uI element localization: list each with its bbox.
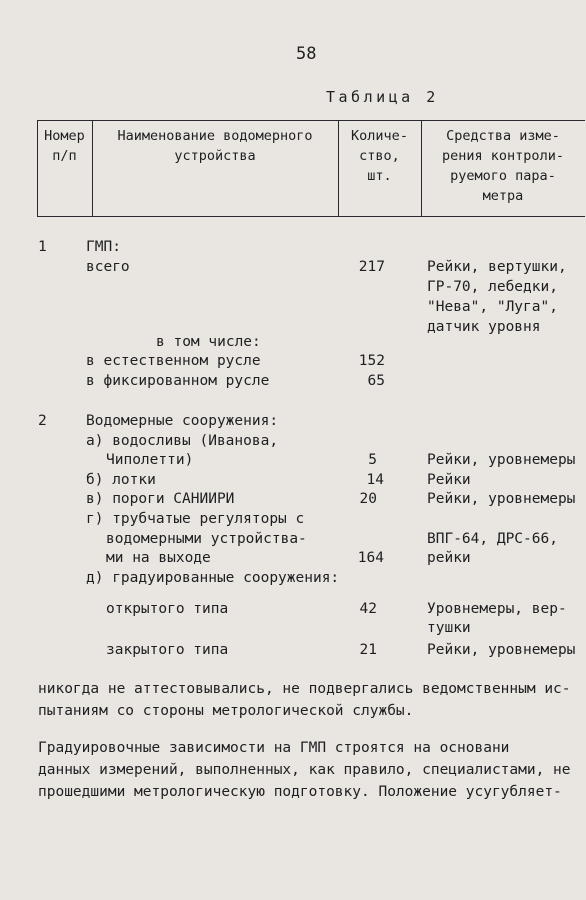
paragraph-line: никогда не аттестовывались, не подвергались ведомственным ис- <box>38 681 571 697</box>
header-col-number: Номер п/п <box>44 128 85 164</box>
closed-type-count: 21 <box>359 642 377 658</box>
item-b-label: б) лотки <box>86 472 156 488</box>
means-line: датчик уровня <box>427 319 541 335</box>
item-g-means: ВПГ-64, ДРС-66, <box>427 531 558 547</box>
natural-label: в естественном русле <box>86 353 261 369</box>
page-number: 58 <box>296 44 317 64</box>
total-count: 217 <box>358 259 385 275</box>
closed-type-means: Рейки, уровнемеры <box>427 642 576 658</box>
item-d-label: д) градуированные сооружения: <box>86 570 340 586</box>
header-top-rule <box>37 120 585 121</box>
item-v-count: 20 <box>359 491 377 507</box>
item-a-label-cont: Чиполетти) <box>106 452 194 468</box>
open-type-means: тушки <box>427 620 471 636</box>
item-a-label: а) водосливы (Иванова, <box>86 433 279 449</box>
open-type-label: открытого типа <box>106 601 229 617</box>
table-caption: Таблица 2 <box>326 88 439 106</box>
open-type-means: Уровнемеры, вер- <box>427 601 567 617</box>
fixed-count: 65 <box>367 373 385 389</box>
item-g-count: 164 <box>357 550 384 566</box>
total-label: всего <box>86 259 130 275</box>
item-a-count: 5 <box>368 452 377 468</box>
item-g-means: рейки <box>427 550 471 566</box>
row-number: 1 <box>38 239 47 255</box>
including-label: в том числе: <box>156 334 261 350</box>
header-col-name: Наименование водомерного устройства <box>117 128 313 164</box>
row-title: ГМП: <box>86 239 121 255</box>
paragraph-line: прошедшими метрологическую подготовку. Положение усугубляет- <box>38 784 562 800</box>
item-g-label: г) трубчатые регуляторы с <box>86 511 305 527</box>
item-b-means: Рейки <box>427 472 471 488</box>
row-title: Водомерные сооружения: <box>86 413 279 429</box>
paragraph-line: данных измерений, выполненных, как правило, специалистами, не <box>38 762 571 778</box>
item-g-label-cont: ми на выходе <box>106 550 211 566</box>
fixed-label: в фиксированном русле <box>86 373 270 389</box>
paragraph-line: Градуировочные зависимости на ГМП строятся на основани <box>38 740 510 756</box>
means-line: "Нева", "Луга", <box>427 299 558 315</box>
header-bottom-rule <box>37 216 585 217</box>
open-type-count: 42 <box>359 601 377 617</box>
header-col-count: Количе- ство, шт. <box>351 128 408 184</box>
item-g-label-cont: водомерными устройства- <box>106 531 307 547</box>
means-line: ГР-70, лебедки, <box>427 279 558 295</box>
closed-type-label: закрытого типа <box>106 642 229 658</box>
header-col-means: Средства изме- рения контроли- руемого пара- метра <box>442 128 564 204</box>
paragraph-line: пытаниям со стороны метрологической службы. <box>38 703 414 719</box>
row-number: 2 <box>38 413 47 429</box>
item-v-means: Рейки, уровнемеры <box>427 491 576 507</box>
item-v-label: в) пороги САНИИРИ <box>86 491 235 507</box>
natural-count: 152 <box>358 353 385 369</box>
means-line: Рейки, вертушки, <box>427 259 567 275</box>
item-b-count: 14 <box>366 472 384 488</box>
item-a-means: Рейки, уровнемеры <box>427 452 576 468</box>
